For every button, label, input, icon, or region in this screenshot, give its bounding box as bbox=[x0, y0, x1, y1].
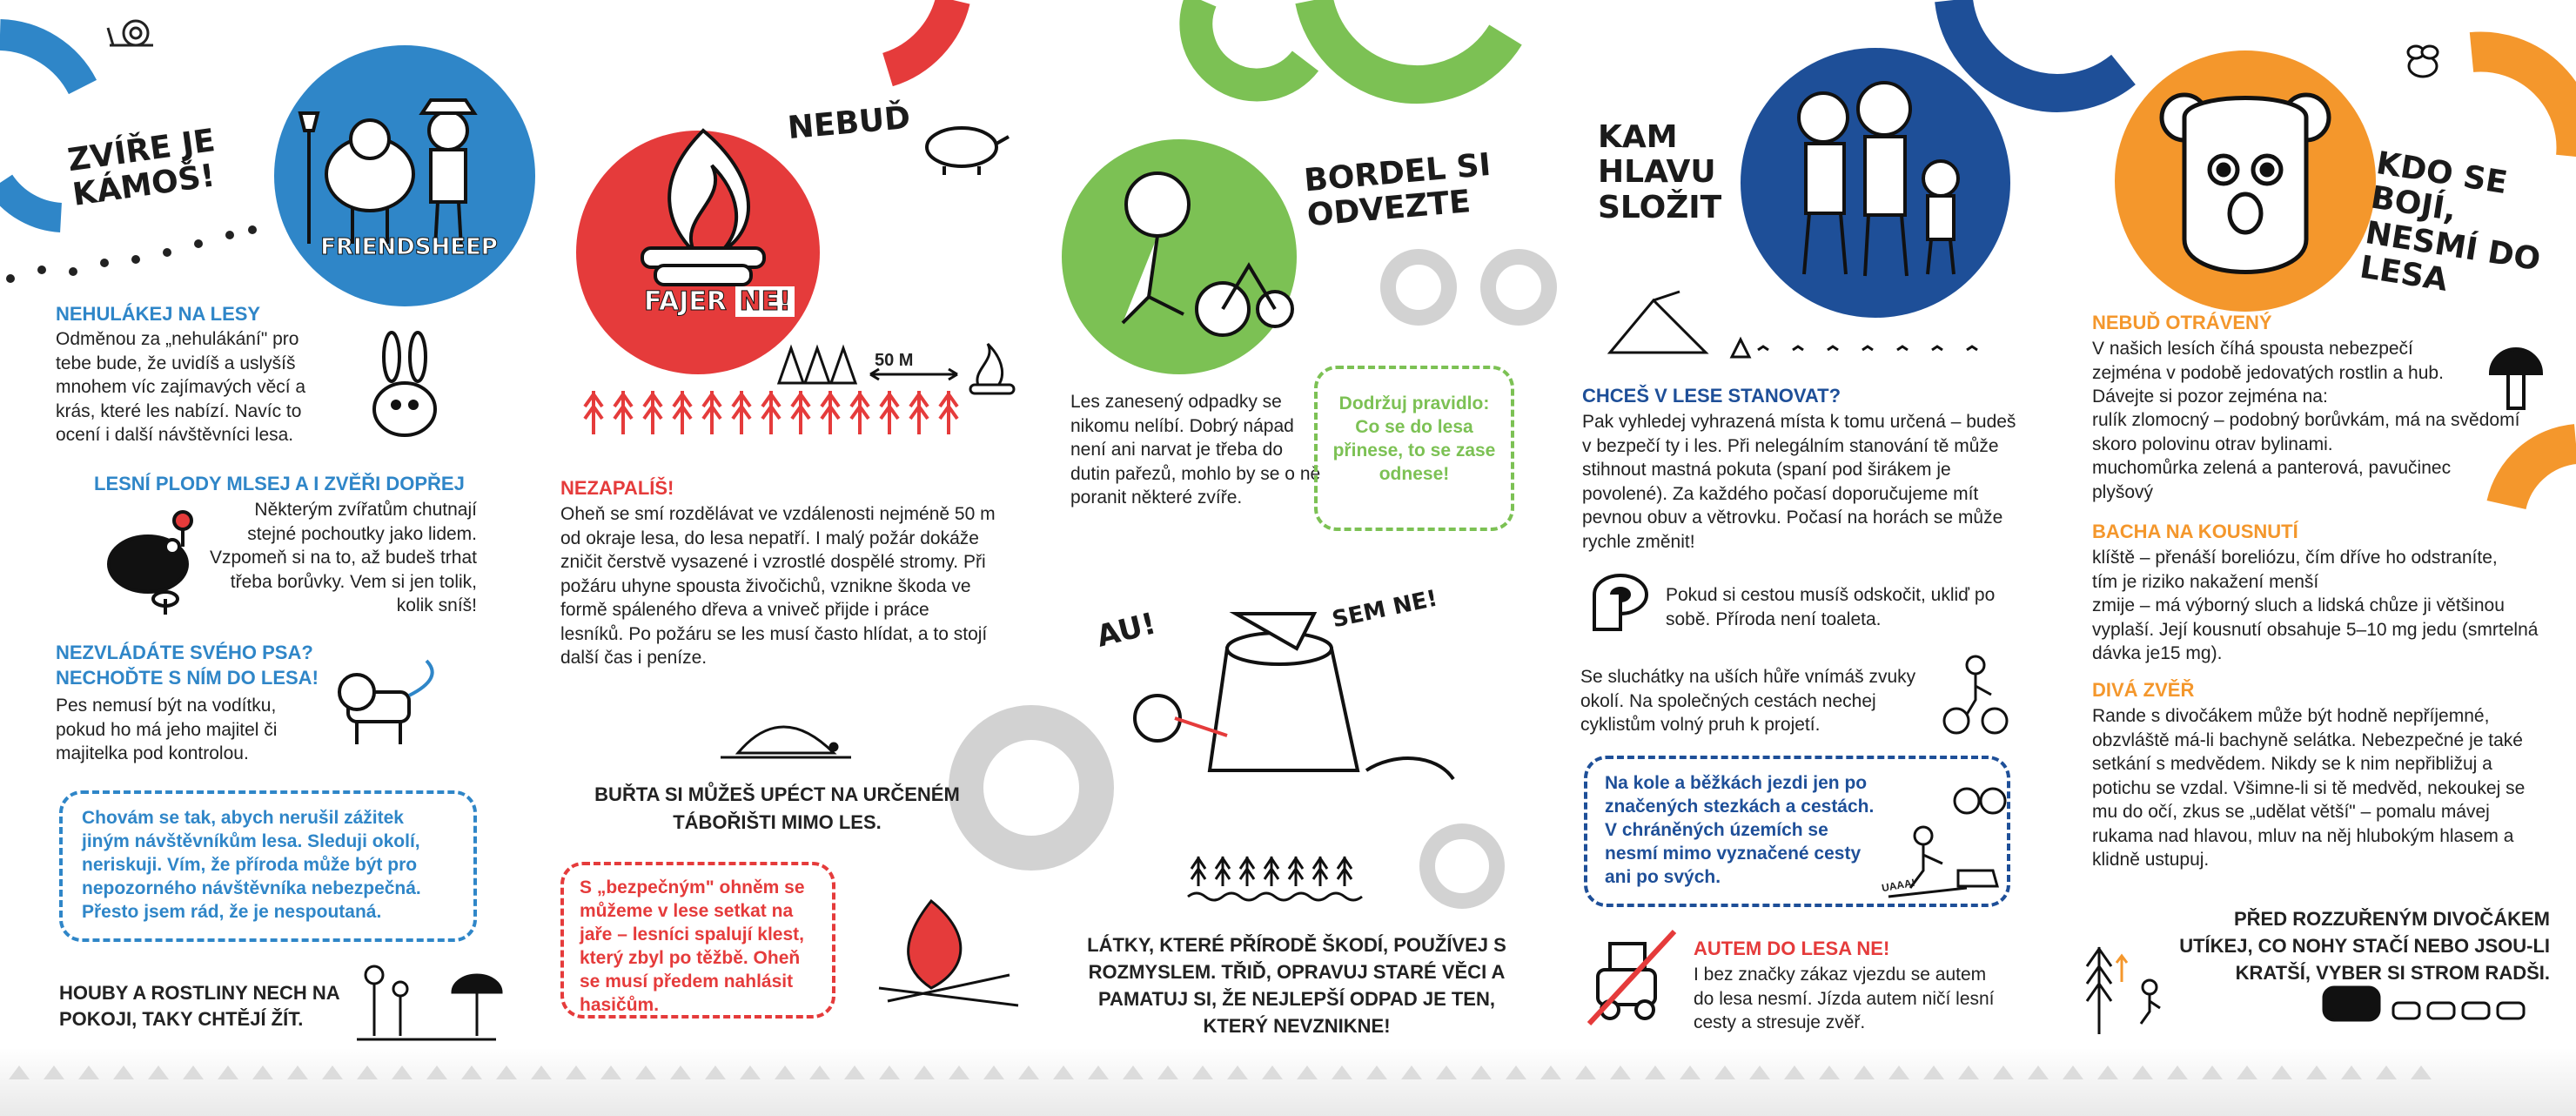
panel3-footer-text: LÁTKY, KTERÉ PŘÍRODĚ ŠKODÍ, POUŽÍVEJ S ROZMYSLEM. TŘIĎ, OPRAVUJ STARÉ VĚCI A PAMATUJ SI, ŽE NEJLEPŠÍ ODPAD JE TEN, KTERÝ NEVZNIKNE! bbox=[1087, 934, 1506, 1037]
panel5-section2-item-1: klíště – přenáší boreliózu, čím dříve ho odstraníte, tím je riziko nakažení menší bbox=[2092, 548, 2498, 592]
panel4-title: KAM HLAVU SLOŽIT bbox=[1598, 119, 1722, 225]
au-label: AU! bbox=[1093, 606, 1160, 655]
panel4-car-text: I bez značky zákaz vjezdu se autem do lesa nesmí. Jízda autem ničí lesní cesty a stresuje zvěř. bbox=[1694, 965, 1995, 1032]
panel4-car-heading: AUTEM DO LESA NE! bbox=[1694, 938, 1890, 959]
panel1-callout-text: Chovám se tak, abych nerušil zážitek jiným návštěvníkům lesa. Sleduji okolí, neriskuji. Vím, že příroda může být pro nepozorného návštěvníka nebezpečná. Přesto jsem rád, že je nespoutaná. bbox=[82, 808, 421, 922]
fajer-label bbox=[644, 287, 835, 317]
panel4-callout-text: Na kole a běžkách jezdi jen po značených stezkách a cestách. V chráněných územích se nesmí mimo vyznačené cesty ani po svých. bbox=[1605, 773, 1875, 887]
tent-and-birds-icon bbox=[1584, 287, 2002, 366]
panel2-callout-box bbox=[560, 862, 835, 1019]
panel3-callout-text: Dodržuj pravidlo: Co se do lesa přinese, to se zase odnese! bbox=[1332, 393, 1496, 484]
cyclist-icon bbox=[1941, 651, 2010, 738]
hedgehog-icon bbox=[721, 705, 851, 766]
panel5-section1-text: V našich lesích číhá spousta nebezpečí zejména v podobě jedovatých rostlin a hub. Dávejte si pozor zejména na: bbox=[2092, 339, 2444, 407]
panel2-callout-text: S „bezpečným" ohněm se můžeme v lese setkat na jaře – lesníci spalují klest, který zbyl po těžbě. Oheň se musí předem nahlásit hasičům. bbox=[580, 877, 805, 1015]
sem-ne-label: SEM NE! bbox=[1330, 585, 1440, 634]
bird-icon bbox=[87, 503, 218, 616]
panel5-section1-heading: NEBUĎ OTRÁVENÝ bbox=[2092, 312, 2272, 333]
panel5-section3-text: Rande s divočákem může být hodně nepříjemné, obzvláště má-li bachyně selátka. Nebezpečné je také setkání s medvědem. Nikdy se k nim nepřibližuj a potichu se vzdal. Všimne-li si tě medvěd, nekoukej se mu do očí, zkus se „udělat větší" – pomalu mávej rukama nad hlavou, mluv na něj hlubokým hlasem a klidně ustupuj. bbox=[2092, 706, 2526, 870]
uaa-label: UAAA! bbox=[1881, 876, 1916, 895]
panel1-section2-heading: LESNÍ PLODY MLSEJ A I ZVĚŘI DOPŘEJ bbox=[94, 473, 465, 494]
no-car-icon bbox=[1584, 926, 1680, 1031]
trees-and-water-icon bbox=[1188, 851, 1362, 912]
flowers-and-mushroom-icon bbox=[348, 958, 487, 1053]
dog-icon bbox=[331, 657, 444, 753]
mushroom-icon bbox=[2485, 344, 2546, 413]
panel-camping bbox=[1566, 0, 2071, 1116]
toilet-paper-icon bbox=[1586, 570, 1655, 640]
panel1-section3-text: Pes nemusí být na vodítku, pokud ho má jeho majitel či majitelka pod kontrolou. bbox=[56, 696, 278, 763]
panel3-body-text: Les zanesený odpadky se nikomu nelíbí. Dobrý nápad není ani narvat je třeba do dutin pařezů, mohlo by se o ně poranit některé zvíře. bbox=[1070, 392, 1321, 508]
paw-prints-decoration bbox=[0, 218, 261, 287]
panel5-section2-heading: BACHA NA KOUSNUTÍ bbox=[2092, 521, 2298, 542]
panel1-title: ZVÍŘE JE KÁMOŠ! bbox=[65, 123, 218, 214]
stump-with-trash-icon bbox=[1105, 544, 1471, 805]
panel5-title: KDO SE BOJÍ, NESMÍ DO LESA bbox=[2357, 145, 2543, 299]
panel2-section-text: Oheň se smí rozdělávat ve vzdálenosti nejméně 50 m od okraje lesa, do lesa nepatří. I malý požár dokáže zničit čerstvě vysazené i vzrostlé dospělé stromy. Při požáru uhyne spousta živočichů, vznikne škoda ve formě spáleného dřeva a vniveč přijde i práce lesníků. Po požáru se les musí často hlídat, a to stojí další čas i peníze. bbox=[560, 504, 996, 668]
bee-icon bbox=[2400, 42, 2444, 82]
snail-icon bbox=[104, 16, 157, 50]
panel1-section1-text: Odměnou za „nehulákání" pro tebe bude, že uvidíš a uslyšíš mnohem víc zajímavých věcí a krás, které les nabízí. Navíc to ocení i další návštěvníci lesa. bbox=[56, 329, 306, 445]
panel2-section-heading: NEZAPALÍŠ! bbox=[560, 477, 674, 499]
bear-icon bbox=[2150, 83, 2341, 283]
panel5-section1-item-2: muchomůrka zelená a panterová, pavučinec plyšový bbox=[2092, 458, 2452, 502]
panel4-headphones-text: Se sluchátky na uších hůře vnímáš zvuky okolí. Na společných cestách nechej cyklistům volný pruh k projetí. bbox=[1580, 667, 1916, 735]
panel2-title: NEBUĎ bbox=[786, 99, 912, 147]
panel5-footer-text: PŘED ROZZUŘENÝM DIVOČÁKEM UTÍKEJ, CO NOHY STAČÍ NEBO JSOU-LI KRATŠÍ, VYBER SI STROM RADŠI. bbox=[2179, 908, 2550, 984]
panel-dangers bbox=[2071, 0, 2576, 1116]
panel4-section1-text: Pak vyhledej vyhrazená místa k tomu určená – budeš v bezpečí ty i les. Při nelegálním stanování tě může stihnout mastná pokuta (spaní pod širákem je povolené). Za každého počasí doporučujeme mít pevnou obuv a větrovku. Počasí na horách se může rychle změnit! bbox=[1582, 412, 2016, 552]
panel1-section1-heading: NEHULÁKEJ NA LESY bbox=[56, 303, 261, 325]
panel-waste bbox=[1044, 0, 1566, 1116]
panel-fire bbox=[522, 0, 1044, 1116]
boy-with-bicycle-icon bbox=[1083, 161, 1292, 353]
family-hikers-icon bbox=[1771, 74, 1980, 300]
panel3-title: BORDEL SI ODVEZTE bbox=[1302, 146, 1493, 234]
panel5-section2-item-2: zmije – má výborný sluch a lidská chůze ji většinou vyplaší. Její kousnutí obsahuje 5–10 mg jedu (smrtelná dávka je15 mg). bbox=[2092, 595, 2539, 663]
panel2-caption: BUŘTA SI MŮŽEŠ UPÉCT NA URČENÉM TÁBOŘIŠTI MIMO LES. bbox=[594, 783, 960, 833]
panel1-section2-text: Některým zvířatům chutnají stejné pochoutky jako lidem. Vzpomeň si na to, až budeš trhat třeba borůvky. Vem si jen tolik, kolik sníš! bbox=[209, 500, 477, 615]
burning-branches-icon bbox=[870, 892, 1027, 1014]
fajer-label-b: NE! bbox=[735, 286, 794, 317]
fajer-label-a: FAJER bbox=[644, 286, 728, 317]
panel5-section1-item-1: rulík zlomocný – podobný borůvkám, má na svědomí skoro polovinu otrav bylinami. bbox=[2092, 410, 2520, 454]
panel3-callout-box bbox=[1314, 366, 1514, 531]
panel1-footer-text: HOUBY A ROSTLINY NECH NA POKOJI, TAKY CHTĚJÍ ŽÍT. bbox=[59, 982, 339, 1030]
distance-label: 50 M bbox=[875, 351, 914, 370]
friendsheep-label: FRIENDSHEEP bbox=[320, 234, 498, 260]
panel4-section1-heading: CHCEŠ V LESE STANOVAT? bbox=[1582, 385, 1841, 407]
campfire-icon bbox=[616, 96, 790, 305]
panel-animals bbox=[0, 0, 522, 1116]
pig-icon bbox=[918, 118, 1014, 178]
panel4-toilet-text: Pokud si cestou musíš odskočit, ukliď po sobě. Příroda není toaleta. bbox=[1666, 585, 1996, 629]
panel1-callout-box bbox=[59, 790, 477, 942]
red-trees-row bbox=[581, 387, 999, 440]
rabbit-icon bbox=[357, 331, 453, 444]
panel5-section3-heading: DIVÁ ZVĚŘ bbox=[2092, 679, 2195, 701]
tree-and-boars-icon bbox=[2071, 938, 2559, 1043]
panel1-section3-heading: NEZVLÁDÁTE SVÉHO PSA? NECHOĎTE S NÍM DO LESA! bbox=[56, 642, 319, 689]
